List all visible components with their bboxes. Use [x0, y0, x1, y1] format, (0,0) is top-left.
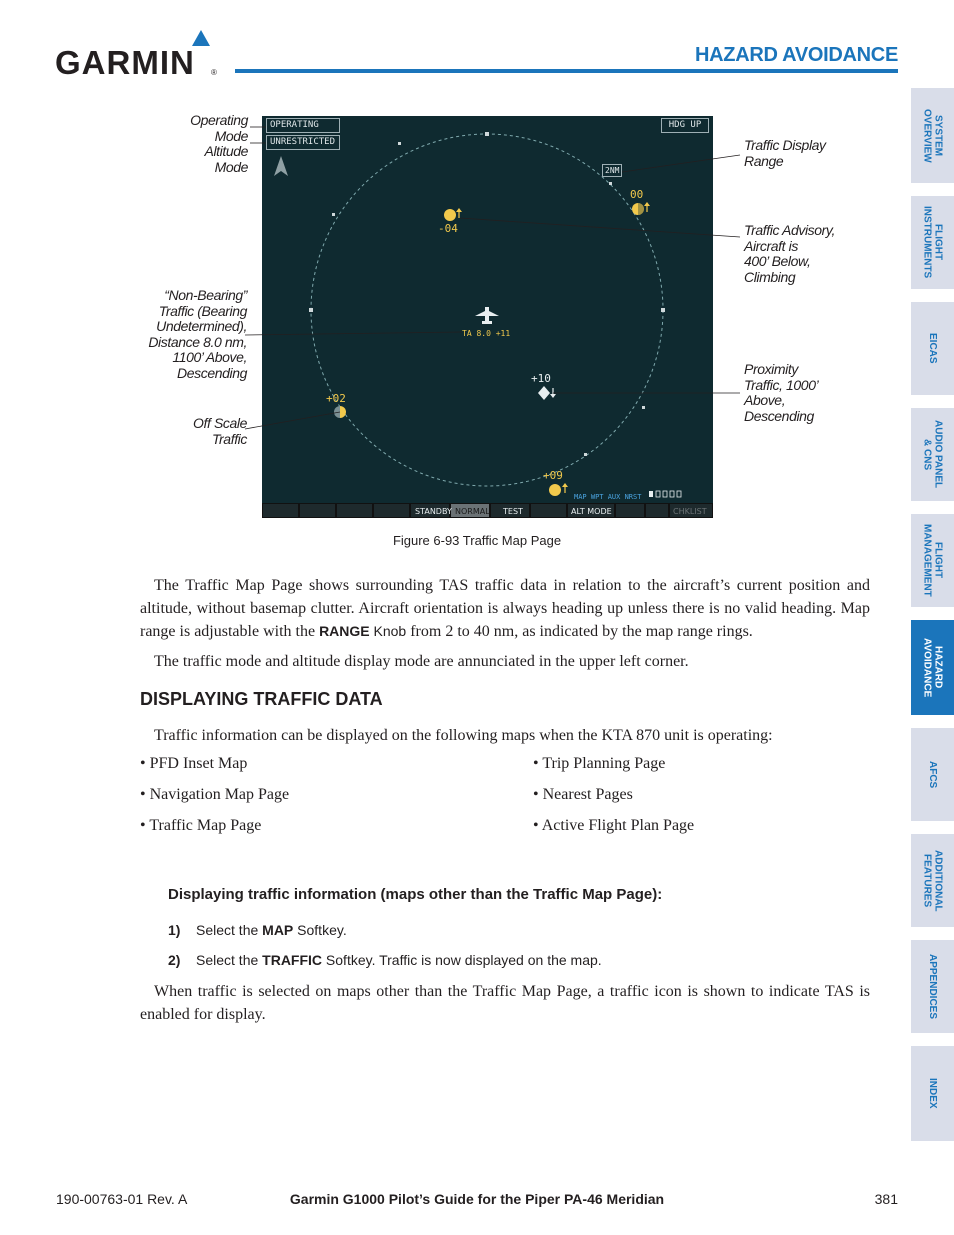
section-title: HAZARD AVOIDANCE: [695, 44, 898, 66]
tab-label: INDEX: [927, 1078, 938, 1109]
tab-additional-features[interactable]: [911, 834, 954, 927]
bullet-item: • Active Flight Plan Page: [533, 817, 695, 834]
callout-offscale: Off Scale Traffic: [193, 415, 247, 447]
target-label-plus02: +02: [326, 392, 346, 405]
leader-offscale: [245, 412, 340, 429]
tab-label: SYSTEM OVERVIEW: [921, 108, 944, 163]
tab-label: FLIGHT MANAGEMENT: [921, 524, 944, 597]
tab-index[interactable]: [911, 1046, 954, 1141]
bullet-item: • Navigation Map Page: [140, 786, 290, 803]
operating-mode-annunciation: OPERATING: [266, 118, 340, 133]
map-orientation-annunciation: HDG UP: [661, 118, 709, 133]
step-text: Softkey. Traffic is now displayed on the map.: [322, 952, 602, 968]
doc-number: 190-00763-01 Rev. A: [56, 1191, 188, 1207]
target-label-minus04: -04: [438, 222, 458, 235]
map-range-indicator: 2NM: [602, 164, 622, 177]
callout-operating-mode: Operating Mode Altitude Mode: [190, 112, 248, 175]
registered-mark: ®: [211, 68, 217, 77]
bullet-item: • Traffic Map Page: [140, 817, 262, 834]
softkey-label-normal: NORMAL: [455, 507, 490, 516]
garmin-wordmark: GARMIN: [55, 44, 195, 81]
target-label-plus09: +09: [543, 469, 563, 482]
tab-label: AFCS: [927, 760, 938, 789]
paragraph-intro-b: from 2 to 40 nm, as indicated by the map range rings.: [406, 623, 753, 640]
bullet-item: • Nearest Pages: [533, 786, 633, 803]
tab-label: EICAS: [927, 333, 938, 364]
tab-label: AUDIO PANEL & CNS: [921, 420, 944, 489]
paragraph-maps: Traffic information can be displayed on the following maps when the KTA 870 unit is operating:: [154, 727, 773, 744]
target-label-00: 00: [630, 188, 644, 201]
paragraph-intro: [140, 575, 870, 644]
step-text: Select the: [196, 922, 263, 938]
section-heading: DISPLAYING TRAFFIC DATA: [140, 689, 383, 709]
page-group-label: MAP WPT AUX NRST: [574, 493, 642, 501]
page-number: 381: [874, 1191, 898, 1207]
callout-range: Traffic Display Range: [744, 137, 826, 169]
target-label-nonbearing: TA 8.0 +11: [462, 329, 511, 338]
callout-proximity: Proximity Traffic, 1000’ Above, Descending: [744, 361, 819, 424]
procedure-title: Displaying traffic information (maps other than the Traffic Map Page):: [168, 886, 663, 903]
tab-appendices[interactable]: [911, 940, 954, 1033]
tab-label: APPENDICES: [927, 953, 938, 1019]
doc-title: Garmin G1000 Pilot’s Guide for the Piper PA-46 Meridian: [289, 1191, 665, 1207]
knob-word: Knob: [369, 623, 407, 639]
callout-advisory: Traffic Advisory, Aircraft is 400’ Below, Climbing: [744, 222, 835, 285]
target-label-plus10: +10: [531, 372, 551, 385]
procedure-step-1: [168, 922, 347, 938]
softkey-label-standby: STANDBY: [415, 507, 452, 516]
step-text: Softkey.: [293, 922, 347, 938]
step-keyword: TRAFFIC: [262, 952, 323, 968]
bullet-item: • Trip Planning Page: [533, 755, 666, 772]
tab-label: FLIGHT INSTRUMENTS: [921, 206, 944, 279]
tab-hazard-avoidance[interactable]: [911, 620, 954, 715]
leader-nonbearing: [245, 332, 462, 335]
paragraph-mode: The traffic mode and altitude display mode are annunciated in the upper left corner.: [154, 653, 689, 670]
softkey-label-chklist: CHKLIST: [673, 507, 707, 516]
callout-nonbearing: “Non-Bearing” Traffic (Bearing Undetermined), Distance 8.0 nm, 1100’ Above, Descending: [148, 287, 247, 381]
bullet-item: • PFD Inset Map: [140, 755, 248, 772]
tab-label: HAZARD AVOIDANCE: [921, 637, 944, 698]
step-keyword: MAP: [262, 922, 294, 938]
paragraph-traffic-icon: When traffic is selected on maps other than the Traffic Map Page, a traffic icon is shown to indicate TAS is enabled for display.: [140, 983, 870, 1023]
step-number: 1): [168, 922, 181, 938]
tab-afcs[interactable]: [911, 728, 954, 821]
procedure-step-2: [168, 952, 602, 968]
altitude-mode-annunciation: UNRESTRICTED: [266, 135, 340, 150]
figure-caption: Figure 6-93 Traffic Map Page: [392, 533, 562, 548]
tab-label: ADDITIONAL FEATURES: [921, 849, 944, 912]
step-number: 2): [168, 952, 181, 968]
softkey-label-test: TEST: [503, 507, 523, 516]
paragraph-intro-a: The Traffic Map Page shows surrounding TAS traffic data in relation to the aircraft’s current position and altitude, without basemap clutter. Aircraft orientation is always heading up unless there is no valid heading. Map range is adjustable with the: [140, 577, 870, 640]
leader-range: [622, 155, 740, 172]
softkey-label-alt-mode: ALT MODE: [571, 507, 612, 516]
range-keyword: RANGE: [319, 623, 370, 639]
step-text: Select the: [196, 952, 263, 968]
leader-advisory: [460, 218, 740, 237]
